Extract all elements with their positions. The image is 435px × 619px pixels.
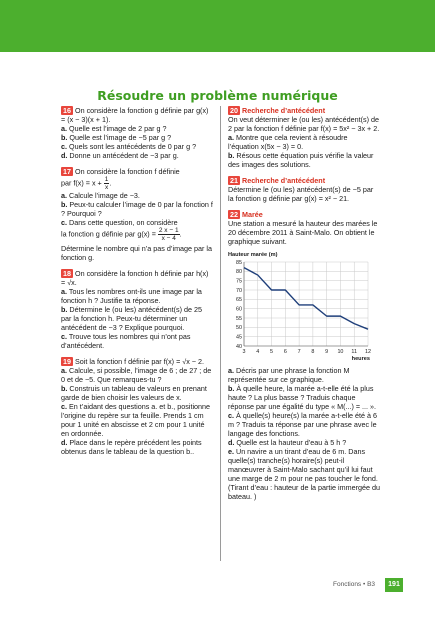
exercise-title: Recherche d’antécédent [242,176,326,185]
y-tick-label: 65 [236,297,242,304]
y-tick-label: 70 [236,287,242,294]
question-label: d. [61,151,68,160]
question-label: a. [228,133,234,142]
left-column [61,106,213,463]
question-label: b. [228,151,235,160]
exercise-number: 22 [230,210,238,219]
x-tick-label: 5 [270,349,274,355]
x-tick-label: 10 [337,349,344,355]
tide-chart [228,249,380,366]
exercise-number: 17 [63,167,71,176]
question-label: b. [61,133,68,142]
function-definition: la fonction g définie par g(x) = [61,229,156,239]
question-text: Quelle est l’image de 2 par g ? [69,124,167,133]
right-column [228,106,380,508]
exercise-number: 18 [63,269,71,278]
y-axis-label: Hauteur marée (m) [228,252,278,258]
question-text: Détermine le nombre qui n’a pas d’image par la fonction g. [61,244,213,262]
question-text: Place dans le repère précédent les points obtenus dans le tableau de la question b.. [61,438,202,456]
question-text: Donne un antécédent de −3 par g. [69,151,179,160]
question-text: Calcule, si possible, l’image de 6 ; de 27 ; de 0 et de −5. Que remarques-tu ? [61,366,212,384]
exercise-18 [61,269,213,350]
x-tick-label: 9 [325,349,329,355]
question-text: Trouve tous les nombres qui n’ont pas d’antécédent. [61,332,191,350]
question-label: b. [228,384,235,393]
question-label: a. [61,287,67,296]
numerator: 2 x − 1 [158,227,179,234]
exercise-title: Recherche d’antécédent [242,106,326,115]
exercise-intro: Une station a mesuré la hauteur des marées le 20 décembre 2011 à Saint-Malo. On obtient le graphique suivant. [228,219,378,246]
exercise-21 [228,176,380,203]
question-label: b. [61,305,68,314]
question-text: Construis un tableau de valeurs en prenant garde de bien choisir les valeurs de x. [61,384,207,402]
question-text: Tous les nombres ont-ils une image par la fonction h ? Justifie ta réponse. [61,287,202,305]
page-title: Résoudre un problème numérique [97,88,338,103]
question-label: d. [228,438,235,447]
question-text: Montre que cela revient à résoudre l’équation x(5x − 3) = 0. [228,133,348,151]
y-tick-label: 50 [236,325,242,332]
question-text: Détermine le (ou les) antécédent(s) de 25 par la fonction h. Peux-tu déterminer un antécédent de −3 ? Explique pourquoi. [61,305,203,332]
question-text: Un navire a un tirant d’eau de 6 m. Dans quelle(s) tranche(s) horaire(s) peut-il manœuvrer à Saint-Malo sachant qu’il lui faut une marge de 2 m pour ne pas toucher le fond. (Tirant d’eau : hauteur de la partie immergée du bateau. ) [228,447,380,501]
numerator: 1 [104,176,109,183]
question-text: Quels sont les antécédents de 0 par g ? [69,142,197,151]
question-text: À quelle(s) heure(s) la marée a-t-elle été à 6 m ? Traduis ta réponse par une phrase avec le langage des fonctions. [228,411,378,438]
exercise-number: 19 [63,357,71,366]
question-label: c. [61,218,67,227]
chapter-label: Fonctions • B3 [333,581,376,588]
column-divider [220,106,221,561]
y-tick-label: 85 [236,259,242,266]
question-text: Dans cette question, on considère [69,218,178,227]
punctuation: . [109,178,112,188]
tide-chart-svg [228,249,380,364]
question-label: d. [61,438,68,447]
exercise-20 [228,106,380,169]
question-text: Calcule l’image de −3. [69,191,140,200]
tide-height-line [244,268,368,330]
top-color-band [0,0,435,52]
y-tick-label: 55 [236,315,242,322]
question-label: b. [61,384,68,393]
exercise-intro: On considère la fonction h définie par h(x) = √x. [61,269,209,287]
question-text: Quelle est la hauteur d’eau à 5 h ? [236,438,347,447]
exercise-intro: On considère la fonction f définie [75,167,180,176]
exercise-19 [61,357,213,456]
denominator: x [104,184,109,191]
question-label: a. [61,124,67,133]
question-text: Résous cette équation puis vérifie la valeur des images des solutions. [228,151,374,169]
exercise-number: 20 [230,106,238,115]
question-text: Décris par une phrase la fonction M représentée sur ce graphique. [228,366,350,384]
exercise-intro: On considère la fonction g définie par g(x) = (x − 3)(x + 1). [61,106,209,124]
x-axis-label: heures [351,356,370,362]
x-tick-label: 12 [365,349,371,355]
question-label: e. [228,447,234,456]
exercise-text: Détermine le (ou les) antécédent(s) de −5 par la fonction g définie par g(x) = x² − 21. [228,185,374,203]
question-text: À quelle heure, la marée a-t-elle été la plus haute ? La plus basse ? Traduis chaque réponse par une égalité du type « M(...) = ... ». [228,384,377,411]
x-tick-label: 7 [297,349,301,355]
question-text: Peux-tu calculer l’image de 0 par la fonction f ? Pourquoi ? [61,200,213,218]
exercise-title: Marée [242,210,263,219]
question-label: a. [61,366,67,375]
question-label: a. [228,366,234,375]
x-tick-label: 8 [311,349,315,355]
question-label: c. [61,142,67,151]
question-label: b. [61,200,68,209]
exercise-16 [61,106,213,160]
punctuation: . [179,229,182,239]
x-tick-label: 3 [242,349,246,355]
exercise-22 [228,210,380,501]
question-label: a. [61,191,67,200]
x-tick-label: 11 [351,349,358,355]
y-tick-label: 60 [236,306,242,313]
question-label: c. [61,402,67,411]
denominator: x − 4 [161,235,176,242]
function-definition: par f(x) = x + [61,178,102,188]
fraction [158,227,180,242]
question-label: c. [228,411,234,420]
exercise-number: 21 [230,176,238,185]
y-tick-label: 45 [236,334,242,341]
question-text: En t’aidant des questions a. et b., positionne l’origine du repère sur ta feuille. Prends 1 cm pour 1 unité en abscisse et 2 cm pour 1 unité en ordonnée. [61,402,211,438]
x-tick-label: 4 [256,349,260,355]
x-tick-label: 6 [283,349,287,355]
exercise-intro: On veut déterminer le (ou les) antécédent(s) de 2 par la fonction f définie par f(x) = 5x² − 3x + 2. [228,115,380,133]
exercise-17 [61,167,213,262]
y-tick-label: 40 [236,343,242,350]
question-label: c. [61,332,67,341]
exercise-intro: Soit la fonction f définie par f(x) = √x − 2. [75,357,204,366]
question-text: Quelle est l’image de −5 par g ? [69,133,172,142]
exercise-number: 16 [63,106,71,115]
y-tick-label: 80 [236,269,242,276]
y-tick-label: 75 [236,278,242,285]
page-number: 191 [385,578,403,592]
